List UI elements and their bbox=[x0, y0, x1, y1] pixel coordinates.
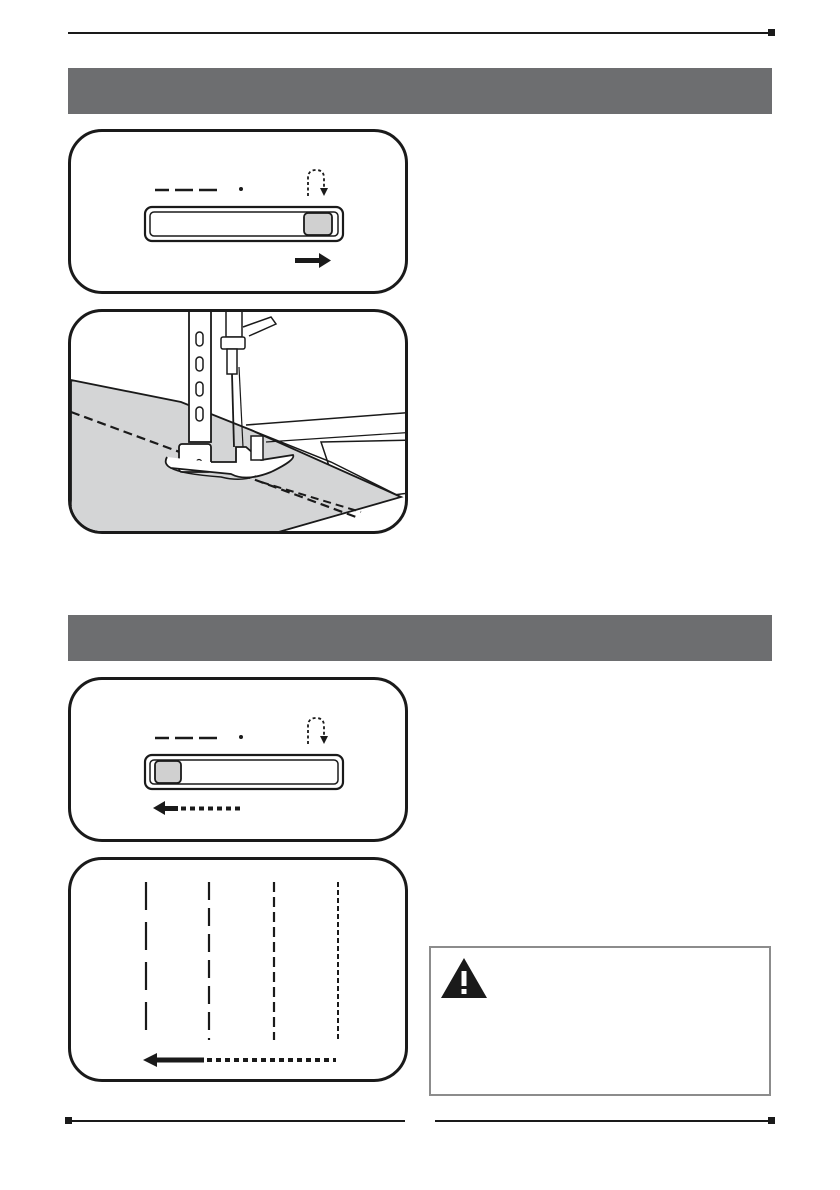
reverse-stitch-icon bbox=[308, 170, 328, 196]
warning-triangle-icon bbox=[439, 956, 489, 1000]
footer-rule-left bbox=[60, 1114, 410, 1128]
dot-marker bbox=[239, 735, 243, 739]
top-page-rule bbox=[0, 0, 840, 40]
warning-box bbox=[429, 946, 771, 1096]
footer-rule-right bbox=[430, 1114, 780, 1128]
stitch-slider bbox=[145, 755, 343, 789]
section-header-reverse bbox=[68, 615, 772, 661]
stitch-selector-panel-forward bbox=[68, 129, 408, 294]
section-header-forward bbox=[68, 68, 772, 114]
slider-knob bbox=[155, 761, 181, 783]
presser-bar bbox=[189, 312, 211, 442]
presser-foot-illustration-panel bbox=[68, 309, 408, 534]
reverse-stitch-icon bbox=[308, 718, 328, 744]
arrow-left-icon bbox=[153, 801, 241, 815]
stitch-length-samples-panel bbox=[68, 857, 408, 1082]
dot-marker bbox=[239, 187, 243, 191]
stitch-slider bbox=[145, 207, 343, 241]
arrow-right-icon bbox=[295, 253, 331, 268]
stitch-selector-panel-reverse bbox=[68, 677, 408, 842]
slider-knob bbox=[304, 213, 332, 235]
arrow-left-icon bbox=[143, 1053, 336, 1067]
